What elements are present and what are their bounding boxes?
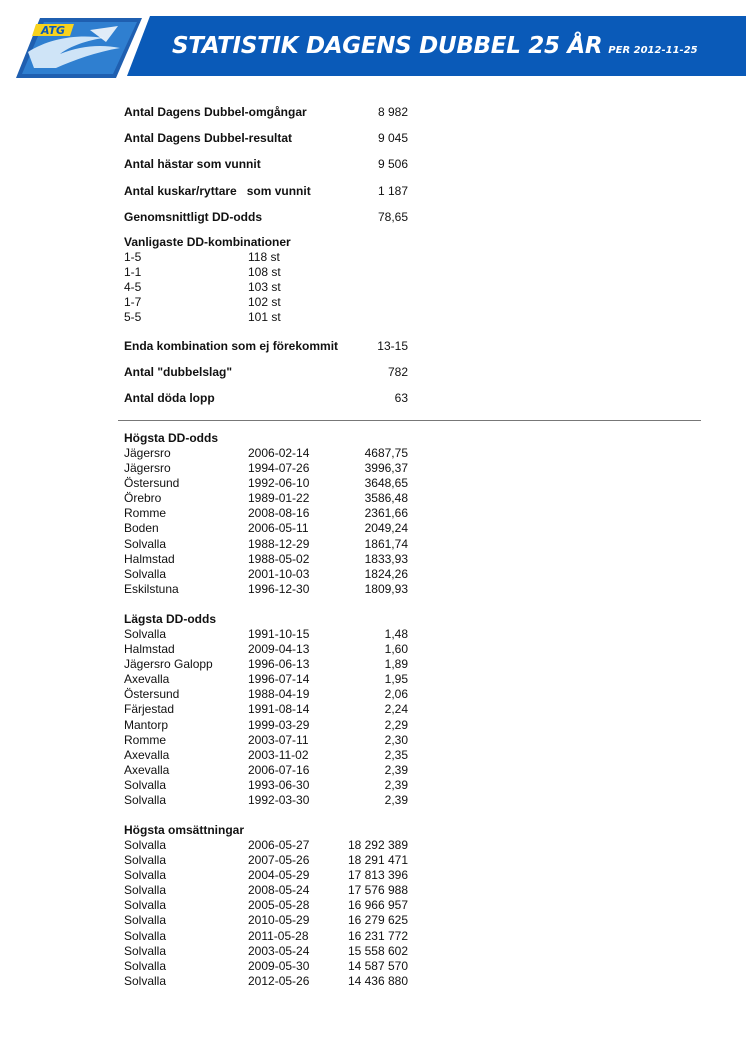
table-row <box>124 702 424 717</box>
cell-track: Romme <box>124 506 167 521</box>
title-date: PER 2012-11-25 <box>608 45 698 56</box>
stat-value: 782 <box>387 365 408 379</box>
cell-track: Solvalla <box>124 913 167 928</box>
cell-date: 2006-07-16 <box>248 762 310 777</box>
cell-track: Solvalla <box>124 536 167 551</box>
cell-track: Solvalla <box>124 973 167 988</box>
highest-odds-section <box>124 431 424 597</box>
table-row <box>124 838 424 853</box>
cell-value: 1,95 <box>384 672 408 687</box>
cell-date: 1989-01-22 <box>248 491 310 506</box>
cell-date: 2006-05-27 <box>248 838 310 852</box>
stat-value: 1 187 <box>377 184 408 198</box>
section-title: Lägsta DD-odds <box>124 612 217 626</box>
section-divider <box>118 420 701 421</box>
cell-date: 1993-06-30 <box>248 777 310 792</box>
cell-track: Eskilstuna <box>124 581 179 596</box>
cell-value: 18 292 389 <box>347 838 408 852</box>
cell-combo: 1-5 <box>124 250 142 264</box>
table-row <box>124 567 424 582</box>
cell-date: 1988-05-02 <box>248 551 310 566</box>
table-row <box>124 944 424 959</box>
cell-value: 16 279 625 <box>347 913 408 928</box>
cell-date: 2009-04-13 <box>248 642 310 657</box>
cell-track: Solvalla <box>124 627 167 641</box>
cell-date: 2003-07-11 <box>248 732 309 747</box>
stat-dead-races <box>124 390 408 406</box>
cell-date: 2003-05-24 <box>248 943 310 958</box>
cell-value: 2,39 <box>384 793 408 808</box>
cell-track: Solvalla <box>124 898 167 913</box>
table-row <box>124 537 424 552</box>
turnover-section <box>124 823 424 989</box>
cell-date: 2004-05-29 <box>248 868 310 883</box>
svg-text:ATG: ATG <box>41 24 65 37</box>
cell-combo: 1-7 <box>124 295 142 310</box>
cell-value: 3996,37 <box>364 461 408 476</box>
cell-value: 17 576 988 <box>347 883 408 898</box>
table-row <box>124 748 424 763</box>
highest-odds-list <box>124 446 424 597</box>
cell-date: 1996-12-30 <box>248 581 310 596</box>
cell-count: 101 st <box>248 310 281 325</box>
table-row <box>124 718 424 733</box>
cell-track: Solvalla <box>124 958 167 973</box>
cell-value: 16 231 772 <box>347 928 408 943</box>
cell-track: Östersund <box>124 687 180 702</box>
cell-track: Halmstad <box>124 551 175 566</box>
lowest-odds-list <box>124 627 424 808</box>
cell-track: Solvalla <box>124 566 167 581</box>
table-row <box>124 733 424 748</box>
table-row <box>124 672 424 687</box>
cell-date: 1996-06-13 <box>248 657 310 672</box>
stat-label: Antal "dubbelslag" <box>124 365 233 379</box>
cell-date: 1988-12-29 <box>248 536 310 551</box>
table-row <box>124 582 424 597</box>
stat-value: 13-15 <box>377 339 408 353</box>
cell-value: 14 587 570 <box>347 958 408 973</box>
cell-track: Solvalla <box>124 928 167 943</box>
table-row <box>124 552 424 567</box>
stat-results <box>124 130 408 146</box>
section-title: Högsta DD-odds <box>124 431 218 445</box>
cell-value: 1861,74 <box>364 536 408 551</box>
cell-track: Halmstad <box>124 642 175 657</box>
table-row <box>124 763 424 778</box>
cell-track: Solvalla <box>124 793 167 808</box>
cell-value: 2,39 <box>384 777 408 792</box>
stat-drivers <box>124 183 408 199</box>
cell-track: Solvalla <box>124 777 167 792</box>
cell-value: 2,35 <box>384 747 408 762</box>
table-row <box>124 461 424 476</box>
cell-value: 1,60 <box>384 642 408 657</box>
stat-label: Antal Dagens Dubbel-omgångar <box>124 105 307 119</box>
cell-combo: 4-5 <box>124 280 142 295</box>
cell-track: Solvalla <box>124 943 167 958</box>
cell-track: Jägersro <box>124 461 171 476</box>
stat-label: Antal döda lopp <box>124 391 215 405</box>
cell-track: Solvalla <box>124 838 167 852</box>
cell-date: 2007-05-26 <box>248 853 310 868</box>
table-row <box>124 446 424 461</box>
stat-avg-odds <box>124 209 408 225</box>
cell-value: 1824,26 <box>364 566 408 581</box>
cell-track: Färjestad <box>124 702 175 717</box>
table-row <box>124 793 424 808</box>
table-row <box>124 974 424 989</box>
cell-count: 102 st <box>248 295 281 310</box>
table-row <box>124 642 424 657</box>
cell-date: 2009-05-30 <box>248 958 310 973</box>
cell-date: 2005-05-28 <box>248 898 310 913</box>
table-row <box>124 778 424 793</box>
cell-date: 1992-06-10 <box>248 476 310 491</box>
table-row <box>124 883 424 898</box>
table-row <box>124 521 424 536</box>
cell-value: 15 558 602 <box>347 943 408 958</box>
stat-value: 8 982 <box>377 105 408 119</box>
table-row <box>124 295 424 310</box>
stat-value: 9 045 <box>377 131 408 145</box>
cell-value: 17 813 396 <box>347 868 408 883</box>
cell-date: 2006-02-14 <box>248 446 310 460</box>
cell-track: Mantorp <box>124 717 169 732</box>
table-row <box>124 265 424 280</box>
cell-date: 1996-07-14 <box>248 672 310 687</box>
table-row <box>124 657 424 672</box>
cell-date: 2008-05-24 <box>248 883 310 898</box>
lowest-odds-section <box>124 612 424 808</box>
cell-value: 14 436 880 <box>347 973 408 988</box>
cell-value: 2049,24 <box>364 521 408 536</box>
cell-value: 3586,48 <box>364 491 408 506</box>
cell-date: 1991-10-15 <box>248 627 310 641</box>
cell-track: Örebro <box>124 491 162 506</box>
cell-date: 2003-11-02 <box>248 747 309 762</box>
cell-value: 2,29 <box>384 717 408 732</box>
section-title: Vanligaste DD-kombinationer <box>124 235 291 249</box>
table-row <box>124 853 424 868</box>
cell-track: Boden <box>124 521 159 536</box>
common-combinations-section <box>124 235 424 325</box>
cell-track: Jägersro <box>124 446 171 460</box>
table-row <box>124 491 424 506</box>
cell-value: 4687,75 <box>364 446 408 460</box>
cell-date: 2012-05-26 <box>248 973 310 988</box>
turnover-list <box>124 838 424 989</box>
cell-combo: 1-1 <box>124 265 142 280</box>
cell-value: 18 291 471 <box>347 853 408 868</box>
cell-combo: 5-5 <box>124 310 142 325</box>
stat-value: 63 <box>394 391 408 405</box>
stat-rounds <box>124 104 408 120</box>
table-row <box>124 506 424 521</box>
cell-date: 2010-05-29 <box>248 913 310 928</box>
stat-value: 78,65 <box>377 210 408 224</box>
table-row <box>124 898 424 913</box>
table-row <box>124 913 424 928</box>
cell-value: 16 966 957 <box>347 898 408 913</box>
title-text: STATISTIK DAGENS DUBBEL 25 ÅR <box>172 33 603 59</box>
cell-value: 1833,93 <box>364 551 408 566</box>
cell-value: 2,30 <box>384 732 408 747</box>
stat-label: Genomsnittligt DD-odds <box>124 210 262 224</box>
cell-track: Solvalla <box>124 853 167 868</box>
cell-date: 1999-03-29 <box>248 717 310 732</box>
cell-date: 1992-03-30 <box>248 793 310 808</box>
stat-double-hits <box>124 364 408 380</box>
atg-logo <box>16 18 142 78</box>
cell-date: 1988-04-19 <box>248 687 310 702</box>
cell-count: 108 st <box>248 265 281 280</box>
table-row <box>124 687 424 702</box>
cell-value: 2361,66 <box>364 506 408 521</box>
header-banner <box>0 0 746 84</box>
cell-track: Axevalla <box>124 762 170 777</box>
cell-date: 2006-05-11 <box>248 521 309 536</box>
table-row <box>124 929 424 944</box>
cell-track: Östersund <box>124 476 180 491</box>
cell-track: Axevalla <box>124 672 170 687</box>
cell-track: Solvalla <box>124 868 167 883</box>
cell-date: 2011-05-28 <box>248 928 309 943</box>
table-row <box>124 250 424 265</box>
cell-track: Romme <box>124 732 167 747</box>
stat-never-occurred <box>124 338 408 354</box>
table-row <box>124 476 424 491</box>
cell-date: 1991-08-14 <box>248 702 310 717</box>
cell-count: 118 st <box>248 250 280 264</box>
cell-value: 1,48 <box>384 627 408 641</box>
cell-value: 2,06 <box>384 687 408 702</box>
table-row <box>124 959 424 974</box>
table-row <box>124 627 424 642</box>
stat-label: Antal hästar som vunnit <box>124 157 261 171</box>
cell-date: 1994-07-26 <box>248 461 310 476</box>
section-title: Högsta omsättningar <box>124 823 245 837</box>
stat-horses <box>124 156 408 172</box>
table-row <box>124 280 424 295</box>
stat-value: 9 506 <box>377 157 408 171</box>
stat-label: Enda kombination som ej förekommit <box>124 339 339 353</box>
cell-value: 1809,93 <box>364 581 408 596</box>
table-row <box>124 868 424 883</box>
cell-value: 2,39 <box>384 762 408 777</box>
stat-label: Antal kuskar/ryttare som vunnit <box>124 184 311 198</box>
stat-label: Antal Dagens Dubbel-resultat <box>124 131 293 145</box>
cell-date: 2008-08-16 <box>248 506 310 521</box>
combination-list <box>124 250 424 325</box>
cell-value: 1,89 <box>384 657 408 672</box>
cell-track: Jägersro Galopp <box>124 657 213 672</box>
cell-date: 2001-10-03 <box>248 566 310 581</box>
cell-track: Solvalla <box>124 883 167 898</box>
page-title <box>172 32 698 65</box>
cell-track: Axevalla <box>124 747 170 762</box>
table-row <box>124 310 424 325</box>
cell-count: 103 st <box>248 280 281 295</box>
cell-value: 2,24 <box>384 702 408 717</box>
cell-value: 3648,65 <box>364 476 408 491</box>
